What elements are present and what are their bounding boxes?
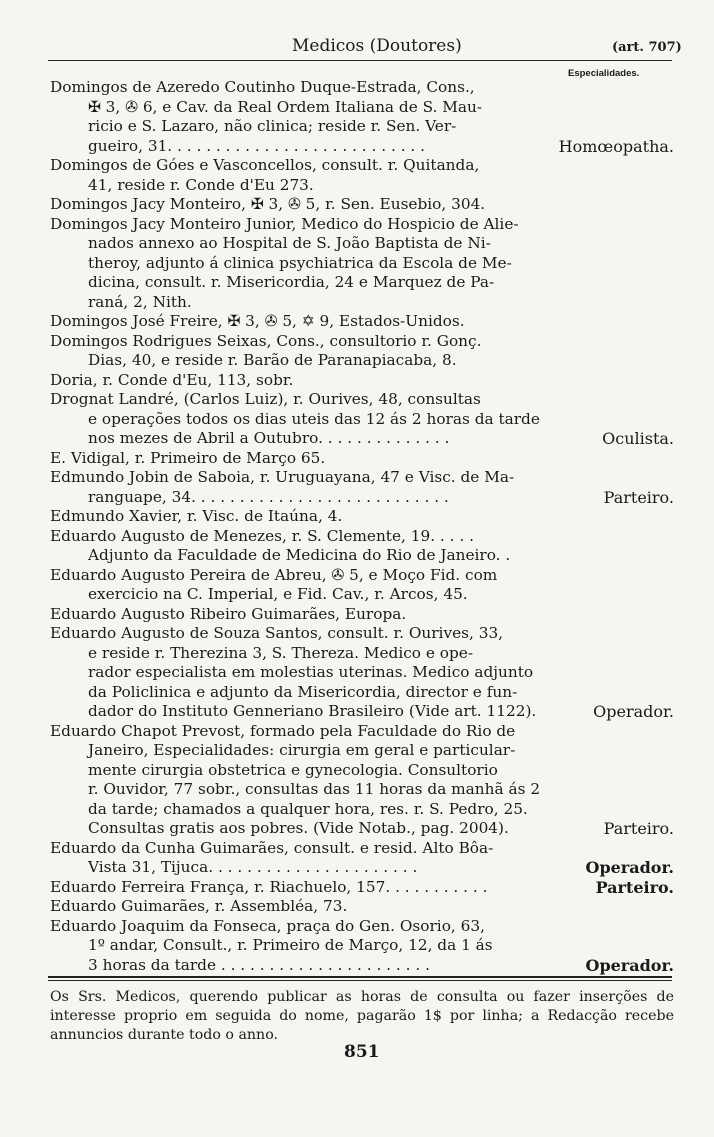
directory-entry — [50, 507, 676, 527]
directory-entry — [50, 78, 676, 156]
directory-entry — [50, 390, 676, 449]
directory-entry — [50, 566, 676, 605]
entry-line: Eduardo Chapot Prevost, formado pela Faculdade do Rio de — [50, 721, 516, 740]
entry-line: Adjunto da Faculdade de Medicina do Rio de Janeiro. . — [88, 546, 511, 564]
entry-line: Consultas gratis aos pobres. (Vide Notab., pag. 2004). — [88, 819, 509, 837]
entry-line: Eduardo Augusto Ribeiro Guimarães, Europa. — [50, 604, 407, 623]
entry-text — [50, 897, 555, 917]
entry-text — [50, 722, 555, 839]
entry-line: exercicio na C. Imperial, e Fid. Cav., r. Arcos, 45. — [88, 585, 468, 603]
entry-line: Drognat Landré, (Carlos Luiz), r. Ourives, 48, consultas — [50, 390, 481, 408]
entry-line: e reside r. Therezina 3, S. Thereza. Medico e ope- — [88, 643, 474, 662]
directory-entry — [50, 371, 676, 391]
entry-line: Domingos de Azeredo Coutinho Duque-Estrada, Cons., — [50, 78, 475, 96]
entry-text — [50, 215, 555, 313]
page-title: Medicos (Doutores) — [292, 36, 462, 56]
entry-line: mente cirurgia obstetrica e gynecologia. Consultorio — [88, 760, 498, 779]
entry-line: 3 horas da tarde . . . . . . . . . . . . . . . . . . . . . . — [88, 955, 430, 974]
directory-entry — [50, 215, 676, 313]
entry-text — [50, 371, 555, 391]
entry-text — [50, 507, 555, 527]
entry-line: dador do Instituto Genneriano Brasileiro (Vide art. 1122). — [88, 702, 537, 720]
directory-entry — [50, 527, 676, 566]
entry-specialty: Parteiro. — [603, 487, 674, 507]
directory-entry — [50, 722, 676, 839]
directory-entries — [50, 78, 676, 975]
entry-line: Eduardo Augusto Pereira de Abreu, ✇ 5, e Moço Fid. com — [50, 565, 498, 584]
directory-entry — [50, 897, 676, 917]
footer-rule-thin — [48, 980, 672, 981]
directory-entry — [50, 839, 676, 878]
entry-specialty: Operador. — [593, 702, 674, 721]
entry-line: Eduardo Guimarães, r. Assembléa, 73. — [50, 897, 348, 915]
entry-text — [50, 78, 555, 156]
specialties-heading: Especialidades. — [568, 68, 640, 79]
directory-entry — [50, 156, 676, 195]
entry-line: Doria, r. Conde d'Eu, 113, sobr. — [50, 370, 294, 389]
entry-text — [50, 878, 555, 898]
directory-entry — [50, 312, 676, 332]
page-number: 851 — [344, 1042, 380, 1062]
entry-line: gueiro, 31. . . . . . . . . . . . . . . . . . . . . . . . . . . — [88, 136, 426, 155]
header-rule — [48, 60, 672, 61]
entry-line: Domingos de Góes e Vasconcellos, consult. r. Quitanda, — [50, 156, 480, 174]
entry-line: da Policlinica e adjunto da Misericordia, director e fun- — [88, 682, 518, 701]
entry-line: Domingos Rodrigues Seixas, Cons., consultorio r. Gonç. — [50, 331, 482, 350]
directory-entry — [50, 878, 676, 898]
entry-specialty: Parteiro. — [595, 877, 674, 897]
directory-entry — [50, 468, 676, 507]
entry-specialty: Operador. — [585, 955, 674, 975]
entry-specialty: Parteiro. — [603, 819, 674, 838]
entry-specialty: Oculista. — [602, 429, 674, 448]
directory-entry — [50, 332, 676, 371]
entry-line: nados annexo ao Hospital de S. João Baptista de Ni- — [88, 234, 491, 252]
running-header — [0, 36, 714, 60]
entry-line: nos mezes de Abril a Outubro. . . . . . . . . . . . . . — [88, 429, 450, 447]
entry-line: raná, 2, Nith. — [88, 292, 192, 311]
entry-line: theroy, adjunto á clinica psychiatrica da Escola de Me- — [88, 253, 512, 272]
entry-line: r. Ouvidor, 77 sobr., consultas das 11 horas da manhã ás 2 — [88, 780, 541, 798]
entry-line: da tarde; chamados a qualquer hora, res. r. S. Pedro, 25. — [88, 799, 528, 818]
entry-text — [50, 839, 555, 878]
entry-text — [50, 566, 555, 605]
entry-text — [50, 332, 555, 371]
entry-line: Eduardo Joaquim da Fonseca, praça do Gen. Osorio, 63, — [50, 916, 485, 935]
entry-text — [50, 156, 555, 195]
footer-note: Os Srs. Medicos, querendo publicar as horas de consulta ou fazer inserções de interesse proprio em seguida do nome, pagarão 1$ por linha; a Redacção recebe annuncios durante todo o anno. — [50, 989, 674, 1043]
entry-line: 41, reside r. Conde d'Eu 273. — [88, 175, 314, 194]
entry-text — [50, 527, 555, 566]
entry-line: Domingos Jacy Monteiro, ✠ 3, ✇ 5, r. Sen. Eusebio, 304. — [50, 195, 486, 213]
directory-entry — [50, 449, 676, 469]
entry-line: 1º andar, Consult., r. Primeiro de Março, 12, da 1 ás — [88, 936, 493, 954]
entry-line: Domingos Jacy Monteiro Junior, Medico do Hospicio de Alie- — [50, 214, 519, 233]
entry-line: Dias, 40, e reside r. Barão de Paranapiacaba, 8. — [88, 351, 457, 369]
entry-line: Edmundo Xavier, r. Visc. de Itaúna, 4. — [50, 507, 343, 525]
directory-entry — [50, 195, 676, 215]
entry-line: dicina, consult. r. Misericordia, 24 e Marquez de Pa- — [88, 273, 495, 291]
entry-line: Vista 31, Tijuca. . . . . . . . . . . . . . . . . . . . . . — [88, 858, 418, 876]
entry-line: Eduardo Augusto de Souza Santos, consult. r. Ourives, 33, — [50, 624, 504, 642]
directory-entry — [50, 917, 676, 976]
entry-text — [50, 449, 555, 469]
entry-text — [50, 195, 555, 215]
entry-specialty: Homœopatha. — [558, 136, 674, 156]
entry-text — [50, 468, 555, 507]
directory-entry — [50, 605, 676, 625]
entry-specialty: Operador. — [585, 858, 674, 877]
entry-line: rador especialista em molestias uterinas. Medico adjunto — [88, 663, 534, 681]
entry-line: ricio e S. Lazaro, não clinica; reside r. Sen. Ver- — [88, 117, 457, 135]
entry-line: Eduardo Ferreira França, r. Riachuelo, 157. . . . . . . . . . . — [50, 877, 488, 896]
footer-rule — [48, 976, 672, 978]
entry-line: ranguape, 34. . . . . . . . . . . . . . . . . . . . . . . . . . . — [88, 487, 449, 506]
entry-line: Eduardo Augusto de Menezes, r. S. Clemente, 19. . . . . — [50, 526, 474, 545]
directory-entry — [50, 624, 676, 722]
entry-line: Edmundo Jobin de Saboia, r. Uruguayana, 47 e Visc. de Ma- — [50, 468, 515, 486]
entry-line: Janeiro, Especialidades: cirurgia em geral e particular- — [88, 741, 516, 759]
entry-line: e operações todos os dias uteis das 12 ás 2 horas da tarde — [88, 409, 540, 428]
entry-text — [50, 917, 555, 976]
entry-text — [50, 312, 555, 332]
entry-line: E. Vidigal, r. Primeiro de Março 65. — [50, 448, 326, 467]
entry-line: ✠ 3, ✇ 6, e Cav. da Real Ordem Italiana de S. Mau- — [88, 97, 483, 116]
entry-text — [50, 624, 555, 722]
entry-text — [50, 605, 555, 625]
entry-line: Domingos José Freire, ✠ 3, ✇ 5, ✡ 9, Estados-Unidos. — [50, 312, 465, 330]
article-number: (art. 707) — [612, 40, 682, 55]
entry-text — [50, 390, 555, 449]
entry-line: Eduardo da Cunha Guimarães, consult. e resid. Alto Bôa- — [50, 838, 494, 857]
